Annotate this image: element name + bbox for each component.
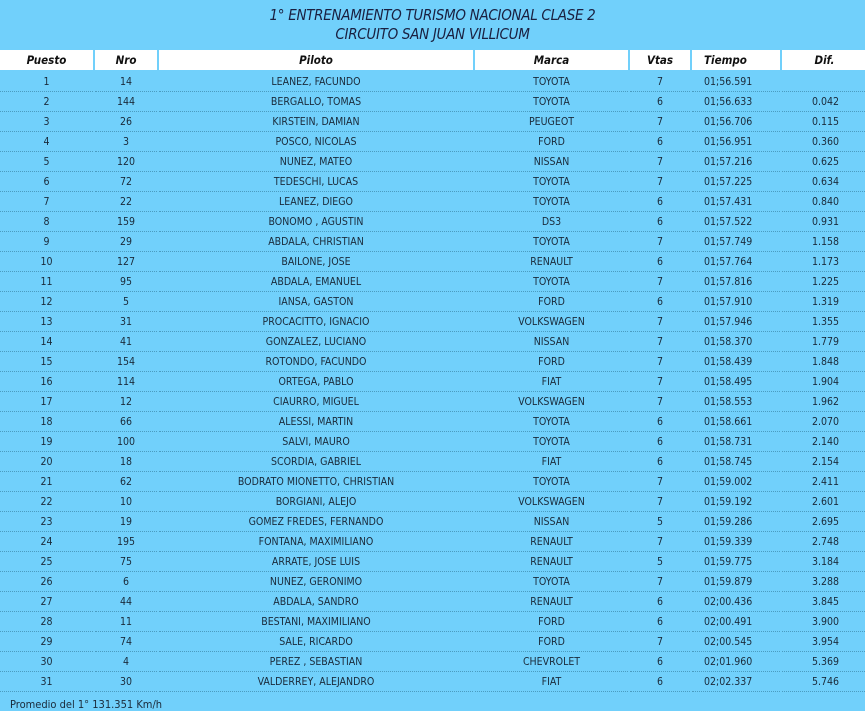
table-row	[0, 252, 865, 272]
cell-dif: 1.225	[782, 272, 865, 292]
table-row	[0, 432, 865, 452]
cell-dif: 5.369	[782, 652, 865, 672]
cell-vtas: 7	[630, 232, 690, 252]
cell-nro: 74	[95, 632, 157, 652]
cell-vtas: 7	[630, 312, 690, 332]
cell-tiempo: 01;59.192	[692, 492, 780, 512]
cell-piloto: NUNEZ, MATEO	[159, 152, 473, 172]
title-line-2: CIRCUITO SAN JUAN VILLICUM	[335, 25, 530, 43]
cell-piloto: ABDALA, EMANUEL	[159, 272, 473, 292]
table-row	[0, 652, 865, 672]
table-row	[0, 112, 865, 132]
cell-nro: 10	[95, 492, 157, 512]
cell-piloto: IANSA, GASTON	[159, 292, 473, 312]
cell-puesto: 8	[0, 212, 93, 232]
cell-tiempo: 01;56.706	[692, 112, 780, 132]
col-nro: Nro	[95, 50, 157, 72]
cell-tiempo: 01;58.661	[692, 412, 780, 432]
cell-piloto: SALE, RICARDO	[159, 632, 473, 652]
cell-vtas: 6	[630, 252, 690, 272]
table-row	[0, 212, 865, 232]
cell-puesto: 31	[0, 672, 93, 692]
cell-marca: FORD	[475, 292, 628, 312]
table-row	[0, 132, 865, 152]
cell-puesto: 28	[0, 612, 93, 632]
cell-dif: 3.954	[782, 632, 865, 652]
cell-tiempo: 01;57.764	[692, 252, 780, 272]
cell-dif: 1.355	[782, 312, 865, 332]
cell-tiempo: 01;59.002	[692, 472, 780, 492]
cell-tiempo: 01;58.553	[692, 392, 780, 412]
cell-vtas: 6	[630, 452, 690, 472]
cell-dif: 0.042	[782, 92, 865, 112]
results-title	[0, 0, 865, 50]
cell-piloto: POSCO, NICOLAS	[159, 132, 473, 152]
cell-puesto: 3	[0, 112, 93, 132]
cell-piloto: ALESSI, MARTIN	[159, 412, 473, 432]
table-row	[0, 392, 865, 412]
table-row	[0, 592, 865, 612]
cell-piloto: BERGALLO, TOMAS	[159, 92, 473, 112]
cell-tiempo: 02;00.491	[692, 612, 780, 632]
cell-vtas: 7	[630, 272, 690, 292]
table-row	[0, 72, 865, 92]
cell-vtas: 6	[630, 592, 690, 612]
cell-marca: TOYOTA	[475, 472, 628, 492]
cell-puesto: 5	[0, 152, 93, 172]
cell-puesto: 6	[0, 172, 93, 192]
cell-nro: 29	[95, 232, 157, 252]
cell-puesto: 24	[0, 532, 93, 552]
cell-vtas: 7	[630, 572, 690, 592]
cell-piloto: FONTANA, MAXIMILIANO	[159, 532, 473, 552]
table-row	[0, 452, 865, 472]
cell-tiempo: 01;57.225	[692, 172, 780, 192]
cell-dif: 2.601	[782, 492, 865, 512]
cell-piloto: PEREZ , SEBASTIAN	[159, 652, 473, 672]
cell-marca: TOYOTA	[475, 92, 628, 112]
cell-marca: FIAT	[475, 372, 628, 392]
cell-dif: 1.319	[782, 292, 865, 312]
cell-nro: 127	[95, 252, 157, 272]
cell-dif: 3.845	[782, 592, 865, 612]
cell-marca: TOYOTA	[475, 412, 628, 432]
cell-tiempo: 01;56.633	[692, 92, 780, 112]
cell-vtas: 7	[630, 332, 690, 352]
cell-nro: 18	[95, 452, 157, 472]
cell-puesto: 21	[0, 472, 93, 492]
cell-piloto: CIAURRO, MIGUEL	[159, 392, 473, 412]
table-row	[0, 572, 865, 592]
cell-vtas: 7	[630, 152, 690, 172]
cell-puesto: 9	[0, 232, 93, 252]
cell-dif: 1.173	[782, 252, 865, 272]
table-row	[0, 672, 865, 692]
cell-marca: NISSAN	[475, 512, 628, 532]
cell-tiempo: 01;56.591	[692, 72, 780, 92]
cell-piloto: BONOMO , AGUSTIN	[159, 212, 473, 232]
average-speed: Promedio del 1° 131.351 Km/h	[10, 698, 163, 711]
cell-marca: FORD	[475, 352, 628, 372]
table-row	[0, 352, 865, 372]
cell-marca: FORD	[475, 612, 628, 632]
cell-marca: RENAULT	[475, 252, 628, 272]
cell-puesto: 13	[0, 312, 93, 332]
cell-vtas: 5	[630, 552, 690, 572]
cell-dif: 2.140	[782, 432, 865, 452]
table-row	[0, 292, 865, 312]
col-tiempo: Tiempo	[692, 50, 780, 72]
table-row	[0, 372, 865, 392]
table-row	[0, 552, 865, 572]
table-row	[0, 612, 865, 632]
cell-marca: VOLKSWAGEN	[475, 492, 628, 512]
table-row	[0, 332, 865, 352]
cell-dif: 1.848	[782, 352, 865, 372]
cell-puesto: 20	[0, 452, 93, 472]
cell-marca: TOYOTA	[475, 232, 628, 252]
cell-puesto: 30	[0, 652, 93, 672]
cell-dif: 0.634	[782, 172, 865, 192]
cell-dif: 1.779	[782, 332, 865, 352]
cell-vtas: 6	[630, 212, 690, 232]
cell-dif: 5.746	[782, 672, 865, 692]
cell-piloto: BORGIANI, ALEJO	[159, 492, 473, 512]
cell-vtas: 7	[630, 472, 690, 492]
cell-tiempo: 01;57.946	[692, 312, 780, 332]
cell-dif: 3.184	[782, 552, 865, 572]
cell-piloto: ABDALA, SANDRO	[159, 592, 473, 612]
cell-nro: 4	[95, 652, 157, 672]
cell-nro: 30	[95, 672, 157, 692]
cell-marca: RENAULT	[475, 552, 628, 572]
col-vtas: Vtas	[630, 50, 690, 72]
cell-tiempo: 02;02.337	[692, 672, 780, 692]
cell-puesto: 22	[0, 492, 93, 512]
col-marca: Marca	[475, 50, 628, 72]
cell-puesto: 27	[0, 592, 93, 612]
table-row	[0, 92, 865, 112]
cell-nro: 144	[95, 92, 157, 112]
cell-tiempo: 02;00.436	[692, 592, 780, 612]
cell-vtas: 7	[630, 492, 690, 512]
cell-puesto: 1	[0, 72, 93, 92]
cell-marca: DS3	[475, 212, 628, 232]
table-row	[0, 472, 865, 492]
cell-marca: TOYOTA	[475, 172, 628, 192]
cell-piloto: ABDALA, CHRISTIAN	[159, 232, 473, 252]
cell-nro: 62	[95, 472, 157, 492]
cell-tiempo: 01;56.951	[692, 132, 780, 152]
cell-vtas: 7	[630, 372, 690, 392]
cell-puesto: 15	[0, 352, 93, 372]
cell-piloto: ARRATE, JOSE LUIS	[159, 552, 473, 572]
cell-piloto: VALDERREY, ALEJANDRO	[159, 672, 473, 692]
cell-piloto: LEANEZ, DIEGO	[159, 192, 473, 212]
cell-marca: TOYOTA	[475, 192, 628, 212]
cell-dif: 0.931	[782, 212, 865, 232]
cell-vtas: 5	[630, 512, 690, 532]
cell-piloto: SALVI, MAURO	[159, 432, 473, 452]
cell-marca: FIAT	[475, 452, 628, 472]
cell-piloto: GONZALEZ, LUCIANO	[159, 332, 473, 352]
cell-puesto: 7	[0, 192, 93, 212]
cell-nro: 14	[95, 72, 157, 92]
cell-vtas: 6	[630, 292, 690, 312]
cell-puesto: 11	[0, 272, 93, 292]
table-row	[0, 492, 865, 512]
cell-nro: 6	[95, 572, 157, 592]
cell-puesto: 25	[0, 552, 93, 572]
cell-marca: FORD	[475, 132, 628, 152]
cell-tiempo: 01;59.286	[692, 512, 780, 532]
cell-marca: NISSAN	[475, 332, 628, 352]
cell-piloto: KIRSTEIN, DAMIAN	[159, 112, 473, 132]
cell-dif: 1.904	[782, 372, 865, 392]
cell-dif: 2.748	[782, 532, 865, 552]
cell-nro: 19	[95, 512, 157, 532]
col-puesto: Puesto	[0, 50, 93, 72]
cell-marca: VOLKSWAGEN	[475, 312, 628, 332]
cell-marca: FIAT	[475, 672, 628, 692]
cell-tiempo: 01;58.731	[692, 432, 780, 452]
cell-vtas: 6	[630, 192, 690, 212]
cell-piloto: TEDESCHI, LUCAS	[159, 172, 473, 192]
cell-tiempo: 01;57.216	[692, 152, 780, 172]
cell-nro: 195	[95, 532, 157, 552]
cell-piloto: NUNEZ, GERONIMO	[159, 572, 473, 592]
cell-tiempo: 01;57.816	[692, 272, 780, 292]
cell-puesto: 12	[0, 292, 93, 312]
cell-puesto: 19	[0, 432, 93, 452]
cell-piloto: BODRATO MIONETTO, CHRISTIAN	[159, 472, 473, 492]
cell-nro: 100	[95, 432, 157, 452]
cell-puesto: 14	[0, 332, 93, 352]
results-table	[0, 50, 865, 692]
cell-marca: RENAULT	[475, 532, 628, 552]
cell-vtas: 7	[630, 632, 690, 652]
cell-marca: TOYOTA	[475, 432, 628, 452]
cell-nro: 3	[95, 132, 157, 152]
cell-piloto: BAILONE, JOSE	[159, 252, 473, 272]
cell-nro: 12	[95, 392, 157, 412]
cell-nro: 41	[95, 332, 157, 352]
cell-nro: 66	[95, 412, 157, 432]
cell-marca: TOYOTA	[475, 272, 628, 292]
table-row	[0, 412, 865, 432]
table-row	[0, 192, 865, 212]
cell-marca: VOLKSWAGEN	[475, 392, 628, 412]
cell-nro: 5	[95, 292, 157, 312]
header-row	[0, 50, 865, 72]
table-row	[0, 312, 865, 332]
cell-tiempo: 01;59.339	[692, 532, 780, 552]
cell-dif: 2.411	[782, 472, 865, 492]
cell-marca: TOYOTA	[475, 572, 628, 592]
cell-piloto: ROTONDO, FACUNDO	[159, 352, 473, 372]
cell-puesto: 23	[0, 512, 93, 532]
cell-marca: TOYOTA	[475, 72, 628, 92]
cell-vtas: 6	[630, 132, 690, 152]
cell-piloto: SCORDIA, GABRIEL	[159, 452, 473, 472]
col-piloto: Piloto	[159, 50, 473, 72]
cell-vtas: 6	[630, 672, 690, 692]
cell-dif: 2.154	[782, 452, 865, 472]
cell-vtas: 6	[630, 432, 690, 452]
cell-marca: PEUGEOT	[475, 112, 628, 132]
cell-vtas: 7	[630, 112, 690, 132]
cell-dif: 0.360	[782, 132, 865, 152]
cell-piloto: BESTANI, MAXIMILIANO	[159, 612, 473, 632]
cell-vtas: 7	[630, 352, 690, 372]
cell-dif: 2.070	[782, 412, 865, 432]
title-line-1: 1° ENTRENAMIENTO TURISMO NACIONAL CLASE 2	[269, 6, 596, 24]
cell-vtas: 7	[630, 172, 690, 192]
cell-vtas: 6	[630, 92, 690, 112]
cell-nro: 159	[95, 212, 157, 232]
cell-nro: 95	[95, 272, 157, 292]
cell-dif: 1.158	[782, 232, 865, 252]
cell-tiempo: 02;00.545	[692, 632, 780, 652]
cell-tiempo: 01;59.775	[692, 552, 780, 572]
cell-tiempo: 01;58.745	[692, 452, 780, 472]
table-row	[0, 232, 865, 252]
cell-tiempo: 01;58.370	[692, 332, 780, 352]
cell-dif: 3.900	[782, 612, 865, 632]
cell-nro: 154	[95, 352, 157, 372]
cell-vtas: 6	[630, 612, 690, 632]
cell-nro: 44	[95, 592, 157, 612]
cell-piloto: GOMEZ FREDES, FERNANDO	[159, 512, 473, 532]
cell-puesto: 10	[0, 252, 93, 272]
cell-tiempo: 01;57.749	[692, 232, 780, 252]
table-row	[0, 632, 865, 652]
cell-vtas: 7	[630, 72, 690, 92]
cell-tiempo: 01;57.910	[692, 292, 780, 312]
cell-tiempo: 02;01.960	[692, 652, 780, 672]
cell-vtas: 6	[630, 652, 690, 672]
cell-vtas: 7	[630, 532, 690, 552]
cell-nro: 72	[95, 172, 157, 192]
cell-marca: FORD	[475, 632, 628, 652]
cell-marca: CHEVROLET	[475, 652, 628, 672]
col-dif: Dif.	[782, 50, 865, 72]
cell-dif: 0.115	[782, 112, 865, 132]
cell-nro: 22	[95, 192, 157, 212]
table-row	[0, 532, 865, 552]
cell-nro: 31	[95, 312, 157, 332]
table-row	[0, 172, 865, 192]
cell-puesto: 4	[0, 132, 93, 152]
cell-marca: NISSAN	[475, 152, 628, 172]
cell-dif: 0.840	[782, 192, 865, 212]
cell-dif: 2.695	[782, 512, 865, 532]
cell-tiempo: 01;57.522	[692, 212, 780, 232]
cell-piloto: PROCACITTO, IGNACIO	[159, 312, 473, 332]
cell-nro: 11	[95, 612, 157, 632]
cell-tiempo: 01;58.439	[692, 352, 780, 372]
cell-tiempo: 01;59.879	[692, 572, 780, 592]
cell-puesto: 18	[0, 412, 93, 432]
cell-vtas: 7	[630, 392, 690, 412]
cell-dif: 3.288	[782, 572, 865, 592]
cell-dif: 1.962	[782, 392, 865, 412]
cell-vtas: 6	[630, 412, 690, 432]
cell-puesto: 26	[0, 572, 93, 592]
cell-dif	[782, 72, 865, 92]
table-row	[0, 272, 865, 292]
cell-marca: RENAULT	[475, 592, 628, 612]
cell-nro: 26	[95, 112, 157, 132]
cell-tiempo: 01;57.431	[692, 192, 780, 212]
table-row	[0, 152, 865, 172]
cell-puesto: 2	[0, 92, 93, 112]
cell-nro: 120	[95, 152, 157, 172]
cell-nro: 114	[95, 372, 157, 392]
cell-tiempo: 01;58.495	[692, 372, 780, 392]
cell-nro: 75	[95, 552, 157, 572]
cell-piloto: ORTEGA, PABLO	[159, 372, 473, 392]
cell-piloto: LEANEZ, FACUNDO	[159, 72, 473, 92]
table-row	[0, 512, 865, 532]
cell-puesto: 16	[0, 372, 93, 392]
cell-puesto: 29	[0, 632, 93, 652]
cell-dif: 0.625	[782, 152, 865, 172]
cell-puesto: 17	[0, 392, 93, 412]
